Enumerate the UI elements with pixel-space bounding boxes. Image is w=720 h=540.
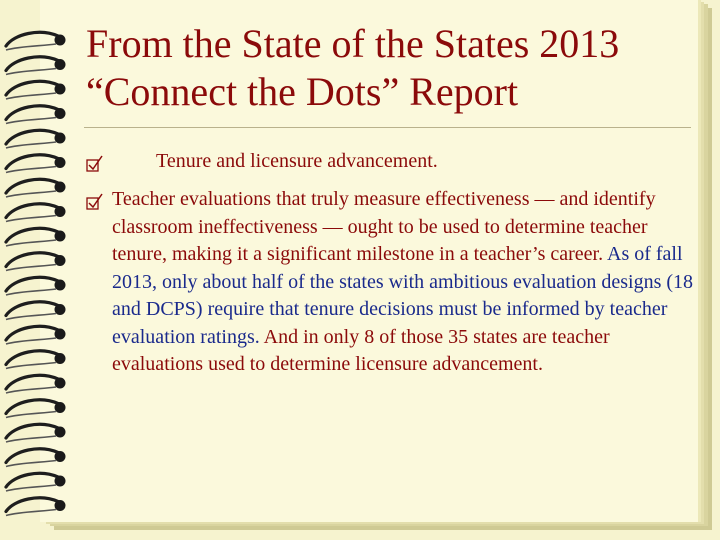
title-line-2: “Connect the Dots” Report — [86, 69, 519, 114]
binder-ring-shadow — [6, 118, 56, 124]
binder-hole — [55, 59, 66, 70]
binder-ring-shadow — [6, 265, 56, 271]
binder-hole — [55, 231, 66, 242]
binder-ring-shadow — [6, 240, 56, 246]
binder-ring-shadow — [6, 216, 56, 222]
binder-ring-shadow — [6, 142, 56, 148]
binder-ring-shadow — [6, 338, 56, 344]
binder-hole — [55, 476, 66, 487]
bullet-text-2-part3: And in only 8 of those 35 states are teacher evaluations used to determine licensure advancement. — [112, 325, 610, 375]
binder-ring-shadow — [6, 314, 56, 320]
binder-ring-shadow — [6, 387, 56, 393]
binder-ring-shadow — [6, 363, 56, 369]
binder-ring-shadow — [6, 44, 56, 50]
bullet-text-2-part2: As of fall 2013, only about half of the states with ambitious evaluation designs (18 and DCPS) require that tenure decisions must be informed by teacher evaluation ratings. — [112, 243, 694, 348]
binder-ring-shadow — [6, 167, 56, 173]
binder-hole — [55, 427, 66, 438]
spiral-binding — [0, 0, 80, 540]
binder-ring-shadow — [6, 485, 56, 491]
bullet-text-2-part1: Teacher evaluations that truly measure effectiveness — and identify classroom ineffectiveness — ought to be used to determine teacher tenure, making it a significant milestone in a teacher’s career. — [112, 188, 656, 265]
binder-ring-shadow — [6, 436, 56, 442]
binder-hole — [55, 353, 66, 364]
binder-ring-shadow — [6, 289, 56, 295]
binder-ring-shadow — [6, 412, 56, 418]
bullet-text-1: Tenure and licensure advancement. — [156, 150, 438, 172]
binder-hole — [55, 84, 66, 95]
binder-hole — [55, 280, 66, 291]
bullet-item-2 — [84, 186, 694, 379]
bullet-item-1 — [84, 148, 694, 186]
binder-ring-shadow — [6, 191, 56, 197]
binder-ring-shadow — [6, 510, 56, 516]
title-divider — [84, 127, 691, 128]
checkbox-check-icon — [84, 191, 106, 213]
binder-hole — [55, 108, 66, 119]
bullet-text-2 — [112, 186, 694, 379]
binder-hole — [55, 182, 66, 193]
binder-hole — [55, 402, 66, 413]
binder-ring-shadow — [6, 69, 56, 75]
binder-hole — [55, 133, 66, 144]
binder-ring-shadow — [6, 461, 56, 467]
binder-hole — [55, 304, 66, 315]
binder-hole — [55, 329, 66, 340]
binder-hole — [55, 35, 66, 46]
checkbox-check-icon — [84, 153, 106, 175]
binder-ring-shadow — [6, 93, 56, 99]
bullet-list — [84, 148, 694, 379]
binder-hole — [55, 500, 66, 511]
slide-title — [86, 20, 706, 116]
binder-hole — [55, 255, 66, 266]
title-line-1: From the State of the States 2013 — [86, 21, 620, 66]
binder-hole — [55, 378, 66, 389]
binder-hole — [55, 206, 66, 217]
binder-hole — [55, 157, 66, 168]
binder-hole — [55, 451, 66, 462]
